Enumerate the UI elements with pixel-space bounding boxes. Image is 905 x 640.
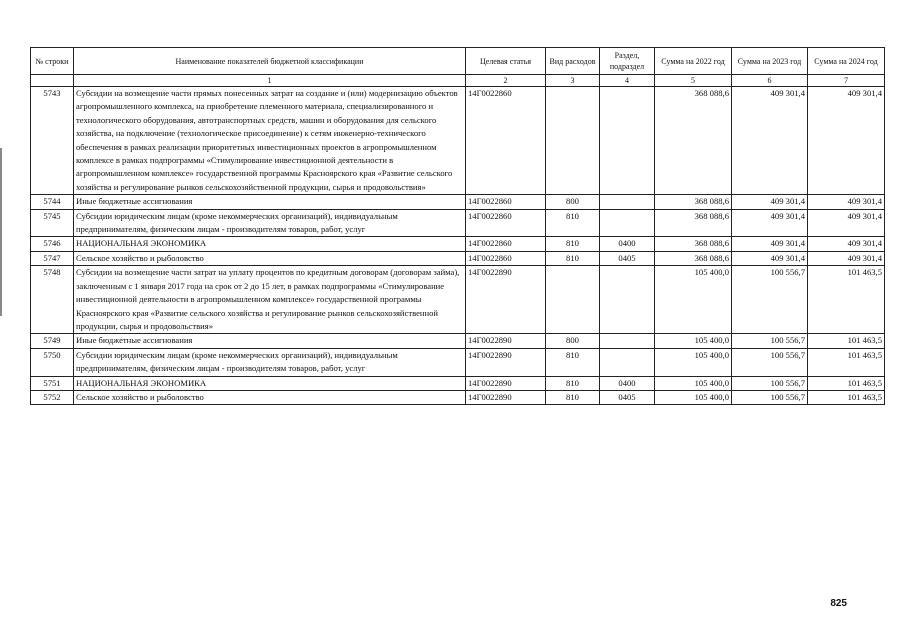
row-section: 0400 [600,237,655,251]
row-sum-2022: 105 400,0 [655,376,732,390]
row-sum-2022: 368 088,6 [655,251,732,265]
table-row [31,266,885,334]
col-number: 6 [732,75,808,87]
row-exp-type: 810 [546,376,600,390]
table-row [31,209,885,237]
row-number: 5751 [31,376,74,390]
row-name: НАЦИОНАЛЬНАЯ ЭКОНОМИКА [74,376,466,390]
row-name: Сельское хозяйство и рыболовство [74,390,466,404]
row-sum-2023: 100 556,7 [732,334,808,348]
header-row [31,48,885,75]
row-target: 14Г0022860 [466,251,546,265]
row-name: Иные бюджетные ассигнования [74,195,466,209]
row-sum-2023: 409 301,4 [732,237,808,251]
row-sum-2024: 101 463,5 [808,334,885,348]
col-number: 1 [74,75,466,87]
row-sum-2022: 105 400,0 [655,390,732,404]
row-number: 5745 [31,209,74,237]
scan-edge-line [0,148,2,316]
row-sum-2022: 105 400,0 [655,334,732,348]
row-section: 0405 [600,251,655,265]
row-sum-2023: 100 556,7 [732,266,808,334]
row-name: Субсидии юридическим лицам (кроме некоммерческих организаций), индивидуальным предпринимателям, физическим лицам - производителям товаров, работ, услуг [74,209,466,237]
header-name: Наименование показателей бюджетной классификации [74,48,466,75]
row-sum-2024: 409 301,4 [808,195,885,209]
row-sum-2024: 409 301,4 [808,251,885,265]
row-sum-2024: 409 301,4 [808,87,885,195]
row-section [600,348,655,376]
header-target: Целевая статья [466,48,546,75]
row-target: 14Г0022890 [466,266,546,334]
budget-table [30,47,885,405]
row-exp-type [546,87,600,195]
row-name: Иные бюджетные ассигнования [74,334,466,348]
row-sum-2022: 368 088,6 [655,209,732,237]
row-name: Субсидии юридическим лицам (кроме некоммерческих организаций), индивидуальным предпринимателям, физическим лицам - производителям товаров, работ, услуг [74,348,466,376]
header-section: Раздел, подраздел [600,48,655,75]
row-target: 14Г0022860 [466,195,546,209]
col-number [31,75,74,87]
header-exp-type: Вид расходов [546,48,600,75]
row-target: 14Г0022890 [466,334,546,348]
table-row [31,334,885,348]
row-section [600,209,655,237]
row-exp-type [546,266,600,334]
row-section [600,334,655,348]
row-sum-2024: 101 463,5 [808,348,885,376]
row-sum-2023: 100 556,7 [732,348,808,376]
row-target: 14Г0022890 [466,348,546,376]
row-target: 14Г0022860 [466,87,546,195]
table-row [31,195,885,209]
row-sum-2024: 409 301,4 [808,237,885,251]
table-row [31,376,885,390]
table-row [31,348,885,376]
row-section: 0400 [600,376,655,390]
row-number: 5750 [31,348,74,376]
row-sum-2023: 409 301,4 [732,195,808,209]
row-number: 5752 [31,390,74,404]
row-target: 14Г0022860 [466,209,546,237]
row-number: 5749 [31,334,74,348]
row-exp-type: 810 [546,209,600,237]
table-row [31,251,885,265]
row-target: 14Г0022890 [466,390,546,404]
row-exp-type: 810 [546,348,600,376]
col-number: 2 [466,75,546,87]
row-exp-type: 810 [546,390,600,404]
col-number: 5 [655,75,732,87]
row-sum-2022: 368 088,6 [655,195,732,209]
row-section [600,195,655,209]
row-name: Субсидии на возмещение части прямых понесенных затрат на создание и (или) модернизацию объектов агропромышленного комплекса, на приобретение племенного материала, специализированного и технологического оборудования, автотранспортных средств, машин и оборудования для сельского хозяйства, на подключение (технологическое присоединение) к сетям инженерно-технического обеспечения в рамках реализации приоритетных инвестиционных проектов в агропромышленном комплексе в рамках подпрограммы «Стимулирование инвестиционной деятельности в агропромышленном комплексе» государственной программы Красноярского края «Развитие сельского хозяйства и регулирование рынков сельскохозяйственной продукции, сырья и продовольствия» [74,87,466,195]
table-row [31,87,885,195]
col-number: 7 [808,75,885,87]
row-sum-2023: 409 301,4 [732,251,808,265]
row-number: 5747 [31,251,74,265]
row-sum-2024: 101 463,5 [808,376,885,390]
row-sum-2023: 409 301,4 [732,209,808,237]
row-section: 0405 [600,390,655,404]
row-sum-2023: 100 556,7 [732,376,808,390]
row-number: 5744 [31,195,74,209]
row-sum-2022: 105 400,0 [655,266,732,334]
row-number: 5748 [31,266,74,334]
row-sum-2024: 409 301,4 [808,209,885,237]
row-number: 5746 [31,237,74,251]
row-exp-type: 800 [546,195,600,209]
row-sum-2022: 368 088,6 [655,87,732,195]
col-number: 3 [546,75,600,87]
header-sum-2023: Сумма на 2023 год [732,48,808,75]
row-exp-type: 810 [546,251,600,265]
header-row-no: № строки [31,48,74,75]
row-section [600,87,655,195]
row-sum-2023: 100 556,7 [732,390,808,404]
row-target: 14Г0022860 [466,237,546,251]
header-sum-2022: Сумма на 2022 год [655,48,732,75]
column-number-row [31,75,885,87]
table-row [31,390,885,404]
row-sum-2023: 409 301,4 [732,87,808,195]
row-target: 14Г0022890 [466,376,546,390]
header-sum-2024: Сумма на 2024 год [808,48,885,75]
page-number: 825 [830,598,847,609]
row-exp-type: 810 [546,237,600,251]
row-sum-2022: 105 400,0 [655,348,732,376]
row-name: Сельское хозяйство и рыболовство [74,251,466,265]
col-number: 4 [600,75,655,87]
row-sum-2024: 101 463,5 [808,266,885,334]
row-name: Субсидии на возмещение части затрат на уплату процентов по кредитным договорам (договорам займа), заключенным с 1 января 2017 года на срок от 2 до 15 лет, в рамках подпрограммы «Стимулирование инвестиционной деятельности в агропромышленном комплексе» государственной программы Красноярского края «Развитие сельского хозяйства и регулирование рынков сельскохозяйственной продукции, сырья и продовольствия» [74,266,466,334]
row-section [600,266,655,334]
table-row [31,237,885,251]
row-sum-2024: 101 463,5 [808,390,885,404]
row-name: НАЦИОНАЛЬНАЯ ЭКОНОМИКА [74,237,466,251]
row-sum-2022: 368 088,6 [655,237,732,251]
row-number: 5743 [31,87,74,195]
row-exp-type: 800 [546,334,600,348]
